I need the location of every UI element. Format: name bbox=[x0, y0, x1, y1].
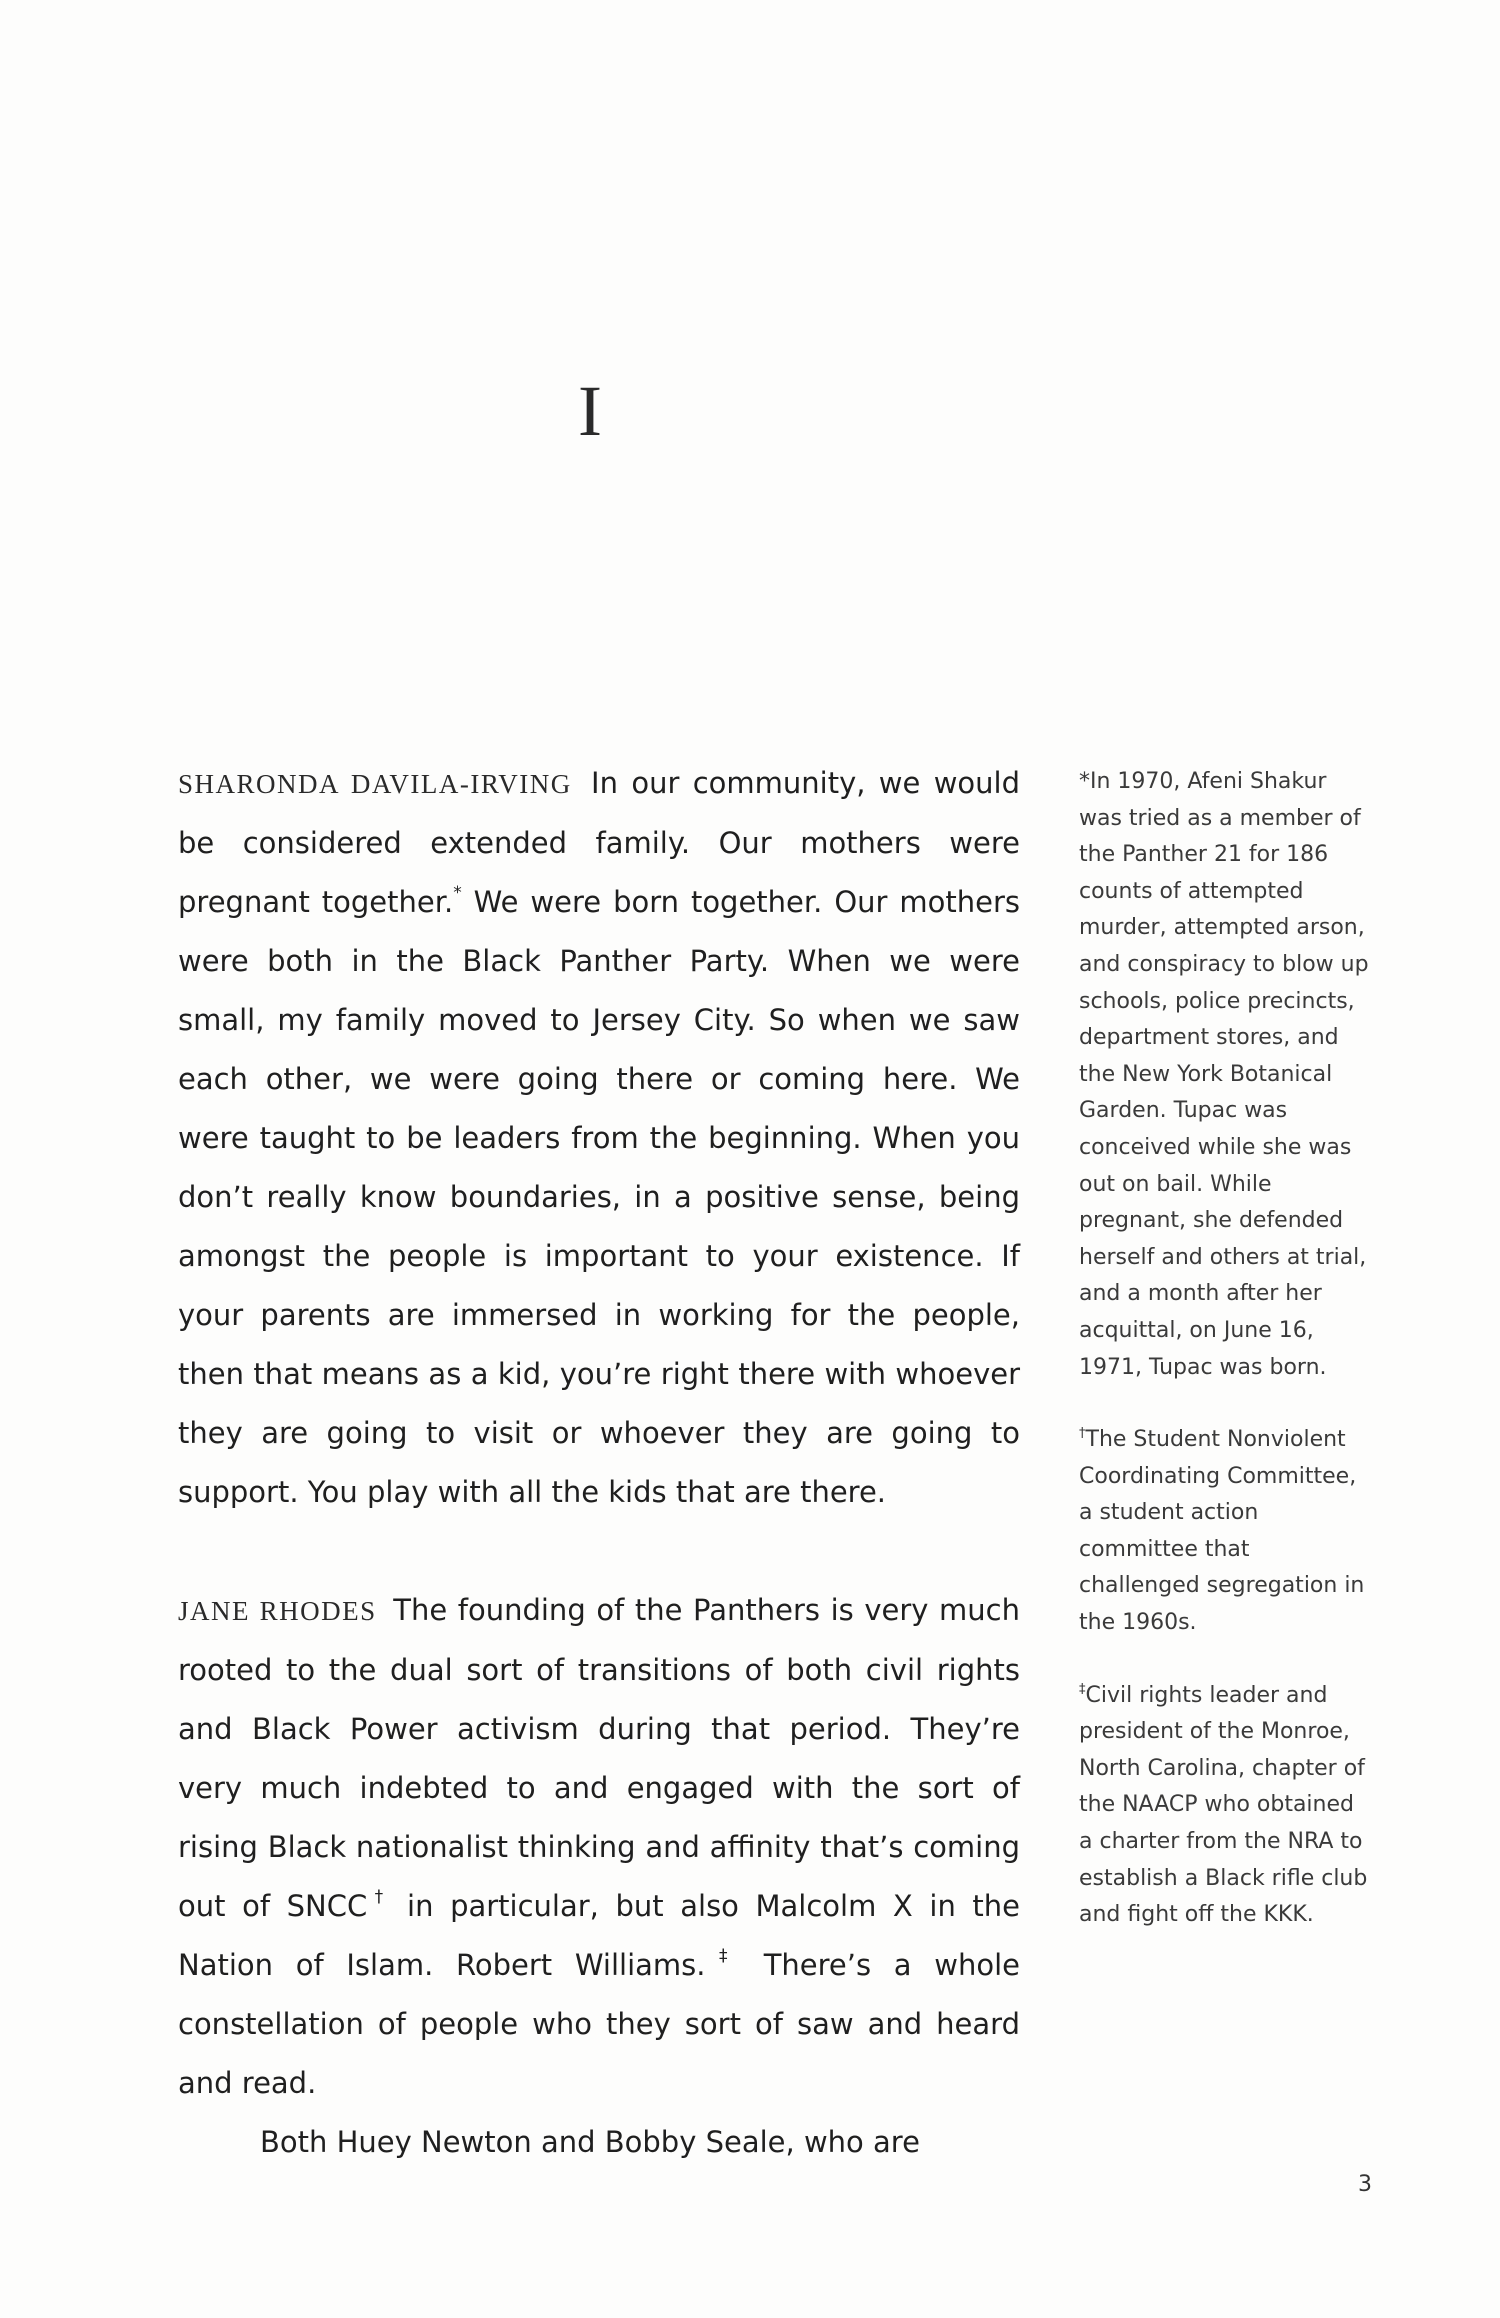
footnote-text: Civil rights leader and president of the Monroe, North Carolina, chapter of the NAACP who obtained a charter from the NRA to establish a Black rifle club and fight off the KKK. bbox=[1079, 1682, 1368, 1928]
footnote-marker: * bbox=[453, 883, 462, 903]
paragraph-text: We were born together. Our mothers were both in the Black Panther Party. When we were small, my family moved to Jersey City. So when we saw each other, we were going there or coming here. We were taught to be leaders from the beginning. When you don’t really know boundaries, in a positive sense, being amongst the people is important to your existence. If your parents are immersed in working for the people, then that means as a kid, you’re right there with whoever they are going to visit or whoever they are going to support. You play with all the kids that are there. bbox=[178, 885, 1021, 1509]
footnote-marker: ‡ bbox=[705, 1946, 741, 1966]
paragraph-sharonda bbox=[178, 754, 1020, 1522]
footnote-text: The Student Nonviolent Coordinating Committee, a student action committee that challenged segregation in the 1960s. bbox=[1079, 1427, 1365, 1636]
speaker-name: JANE RHODES bbox=[178, 1596, 377, 1626]
paragraph-text: There’s a whole constellation of people who they sort of saw and heard and read. bbox=[178, 1948, 1021, 2100]
paragraph-text: in particular, but also Malcolm X in the Nation of Islam. Robert Williams. bbox=[178, 1889, 1021, 1982]
paragraph-text: The founding of the Panthers is very much rooted to the dual sort of transitions of both civil rights and Black Power activism during that period. They’re very much indebted to and engaged with the sort of rising Black nationalist thinking and affinity that’s coming out of SNCC bbox=[178, 1593, 1020, 1923]
paragraph-jane bbox=[178, 1581, 1020, 2113]
footnote-text: In 1970, Afeni Shakur was tried as a member of the Panther 21 for 186 counts of attempted murder, attempted arson, and conspiracy to blow up schools, police precincts, department stores, and the New York Botanical Garden. Tupac was conceived while she was out on bail. While pregnant, she defended herself and others at trial, and a month after her acquittal, on June 16, 1971, Tupac was born. bbox=[1079, 769, 1369, 1380]
main-text-column bbox=[178, 754, 1020, 2172]
footnote bbox=[1079, 764, 1369, 1386]
footnote-marker: * bbox=[1079, 769, 1090, 794]
footnote bbox=[1079, 1422, 1369, 1642]
footnotes-column bbox=[1079, 764, 1369, 1970]
footnote-marker: ‡ bbox=[1079, 1681, 1086, 1697]
footnote-marker: † bbox=[367, 1887, 391, 1907]
paragraph-text: In our community, we would be considered extended family. Our mothers were pregnant together. bbox=[178, 766, 1020, 919]
chapter-number: I bbox=[578, 371, 602, 451]
footnote-marker: † bbox=[1079, 1426, 1086, 1442]
footnote bbox=[1079, 1678, 1369, 1934]
speaker-name: SHARONDA DAVILA-IRVING bbox=[178, 769, 572, 799]
paragraph-continued: Both Huey Newton and Bobby Seale, who are bbox=[260, 2125, 920, 2159]
page-number: 3 bbox=[1358, 2172, 1372, 2197]
